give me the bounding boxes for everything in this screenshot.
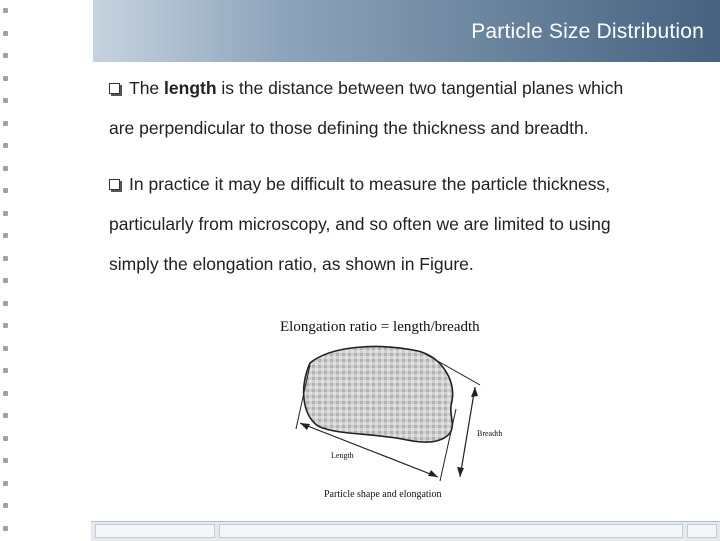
decorative-dot xyxy=(3,526,8,531)
bullet-line: are perpendicular to those defining the thickness and breadth. xyxy=(109,118,589,138)
decorative-dot xyxy=(3,121,8,126)
decorative-dot xyxy=(3,436,8,441)
decorative-dot xyxy=(3,323,8,328)
checkbox-bullet-icon xyxy=(109,83,120,94)
decorative-dot xyxy=(3,368,8,373)
decorative-dot xyxy=(3,301,8,306)
breadth-label: Breadth xyxy=(477,429,503,438)
elongation-formula: Elongation ratio = length/breadth xyxy=(280,319,480,335)
decorative-dot xyxy=(3,256,8,261)
bullet-line xyxy=(109,164,699,204)
decorative-dot xyxy=(3,188,8,193)
decorative-dot xyxy=(3,503,8,508)
breadth-line xyxy=(460,387,475,477)
figure-caption: Particle shape and elongation xyxy=(324,489,442,500)
decorative-dot xyxy=(3,413,8,418)
decorative-dot xyxy=(3,8,8,13)
decorative-dot xyxy=(3,53,8,58)
decorative-dot xyxy=(3,458,8,463)
elongation-figure xyxy=(270,305,530,510)
bullet-line xyxy=(109,68,699,108)
bullet-line: simply the elongation ratio, as shown in Figure. xyxy=(109,254,474,274)
decorative-dot xyxy=(3,233,8,238)
footer-segment xyxy=(219,524,683,538)
length-label: Length xyxy=(331,451,354,460)
checkbox-bullet-icon xyxy=(109,179,120,190)
bullet-prefix: The xyxy=(129,78,165,98)
footer-segment xyxy=(687,524,717,538)
footer-bar xyxy=(91,521,720,541)
particle-shape xyxy=(304,347,453,443)
decorative-dot xyxy=(3,166,8,171)
decorative-dot xyxy=(3,98,8,103)
decorative-dot xyxy=(3,76,8,81)
bullet-bold-term: length xyxy=(164,78,217,98)
title-bar xyxy=(93,0,720,62)
breadth-arrowhead xyxy=(457,467,464,477)
length-arrowhead xyxy=(300,423,310,430)
bullet-elongation-ratio xyxy=(109,164,699,284)
bullet-line: particularly from microscopy, and so often we are limited to using xyxy=(109,214,611,234)
decorative-dot xyxy=(3,391,8,396)
decorative-dot xyxy=(3,143,8,148)
decorative-dot xyxy=(3,346,8,351)
decorative-dot xyxy=(3,278,8,283)
breadth-arrowhead xyxy=(471,387,478,397)
footer-segment xyxy=(95,524,215,538)
decorative-dot xyxy=(3,481,8,486)
left-decoration-strip xyxy=(0,0,14,540)
slide-title: Particle Size Distribution xyxy=(471,20,704,43)
bullet-text: In practice it may be difficult to measure the particle thickness, xyxy=(129,174,611,194)
bullet-text: is the distance between two tangential planes which xyxy=(216,78,624,98)
bullet-length-definition xyxy=(109,68,699,148)
decorative-dot xyxy=(3,211,8,216)
length-arrowhead xyxy=(428,470,438,477)
decorative-dot xyxy=(3,31,8,36)
